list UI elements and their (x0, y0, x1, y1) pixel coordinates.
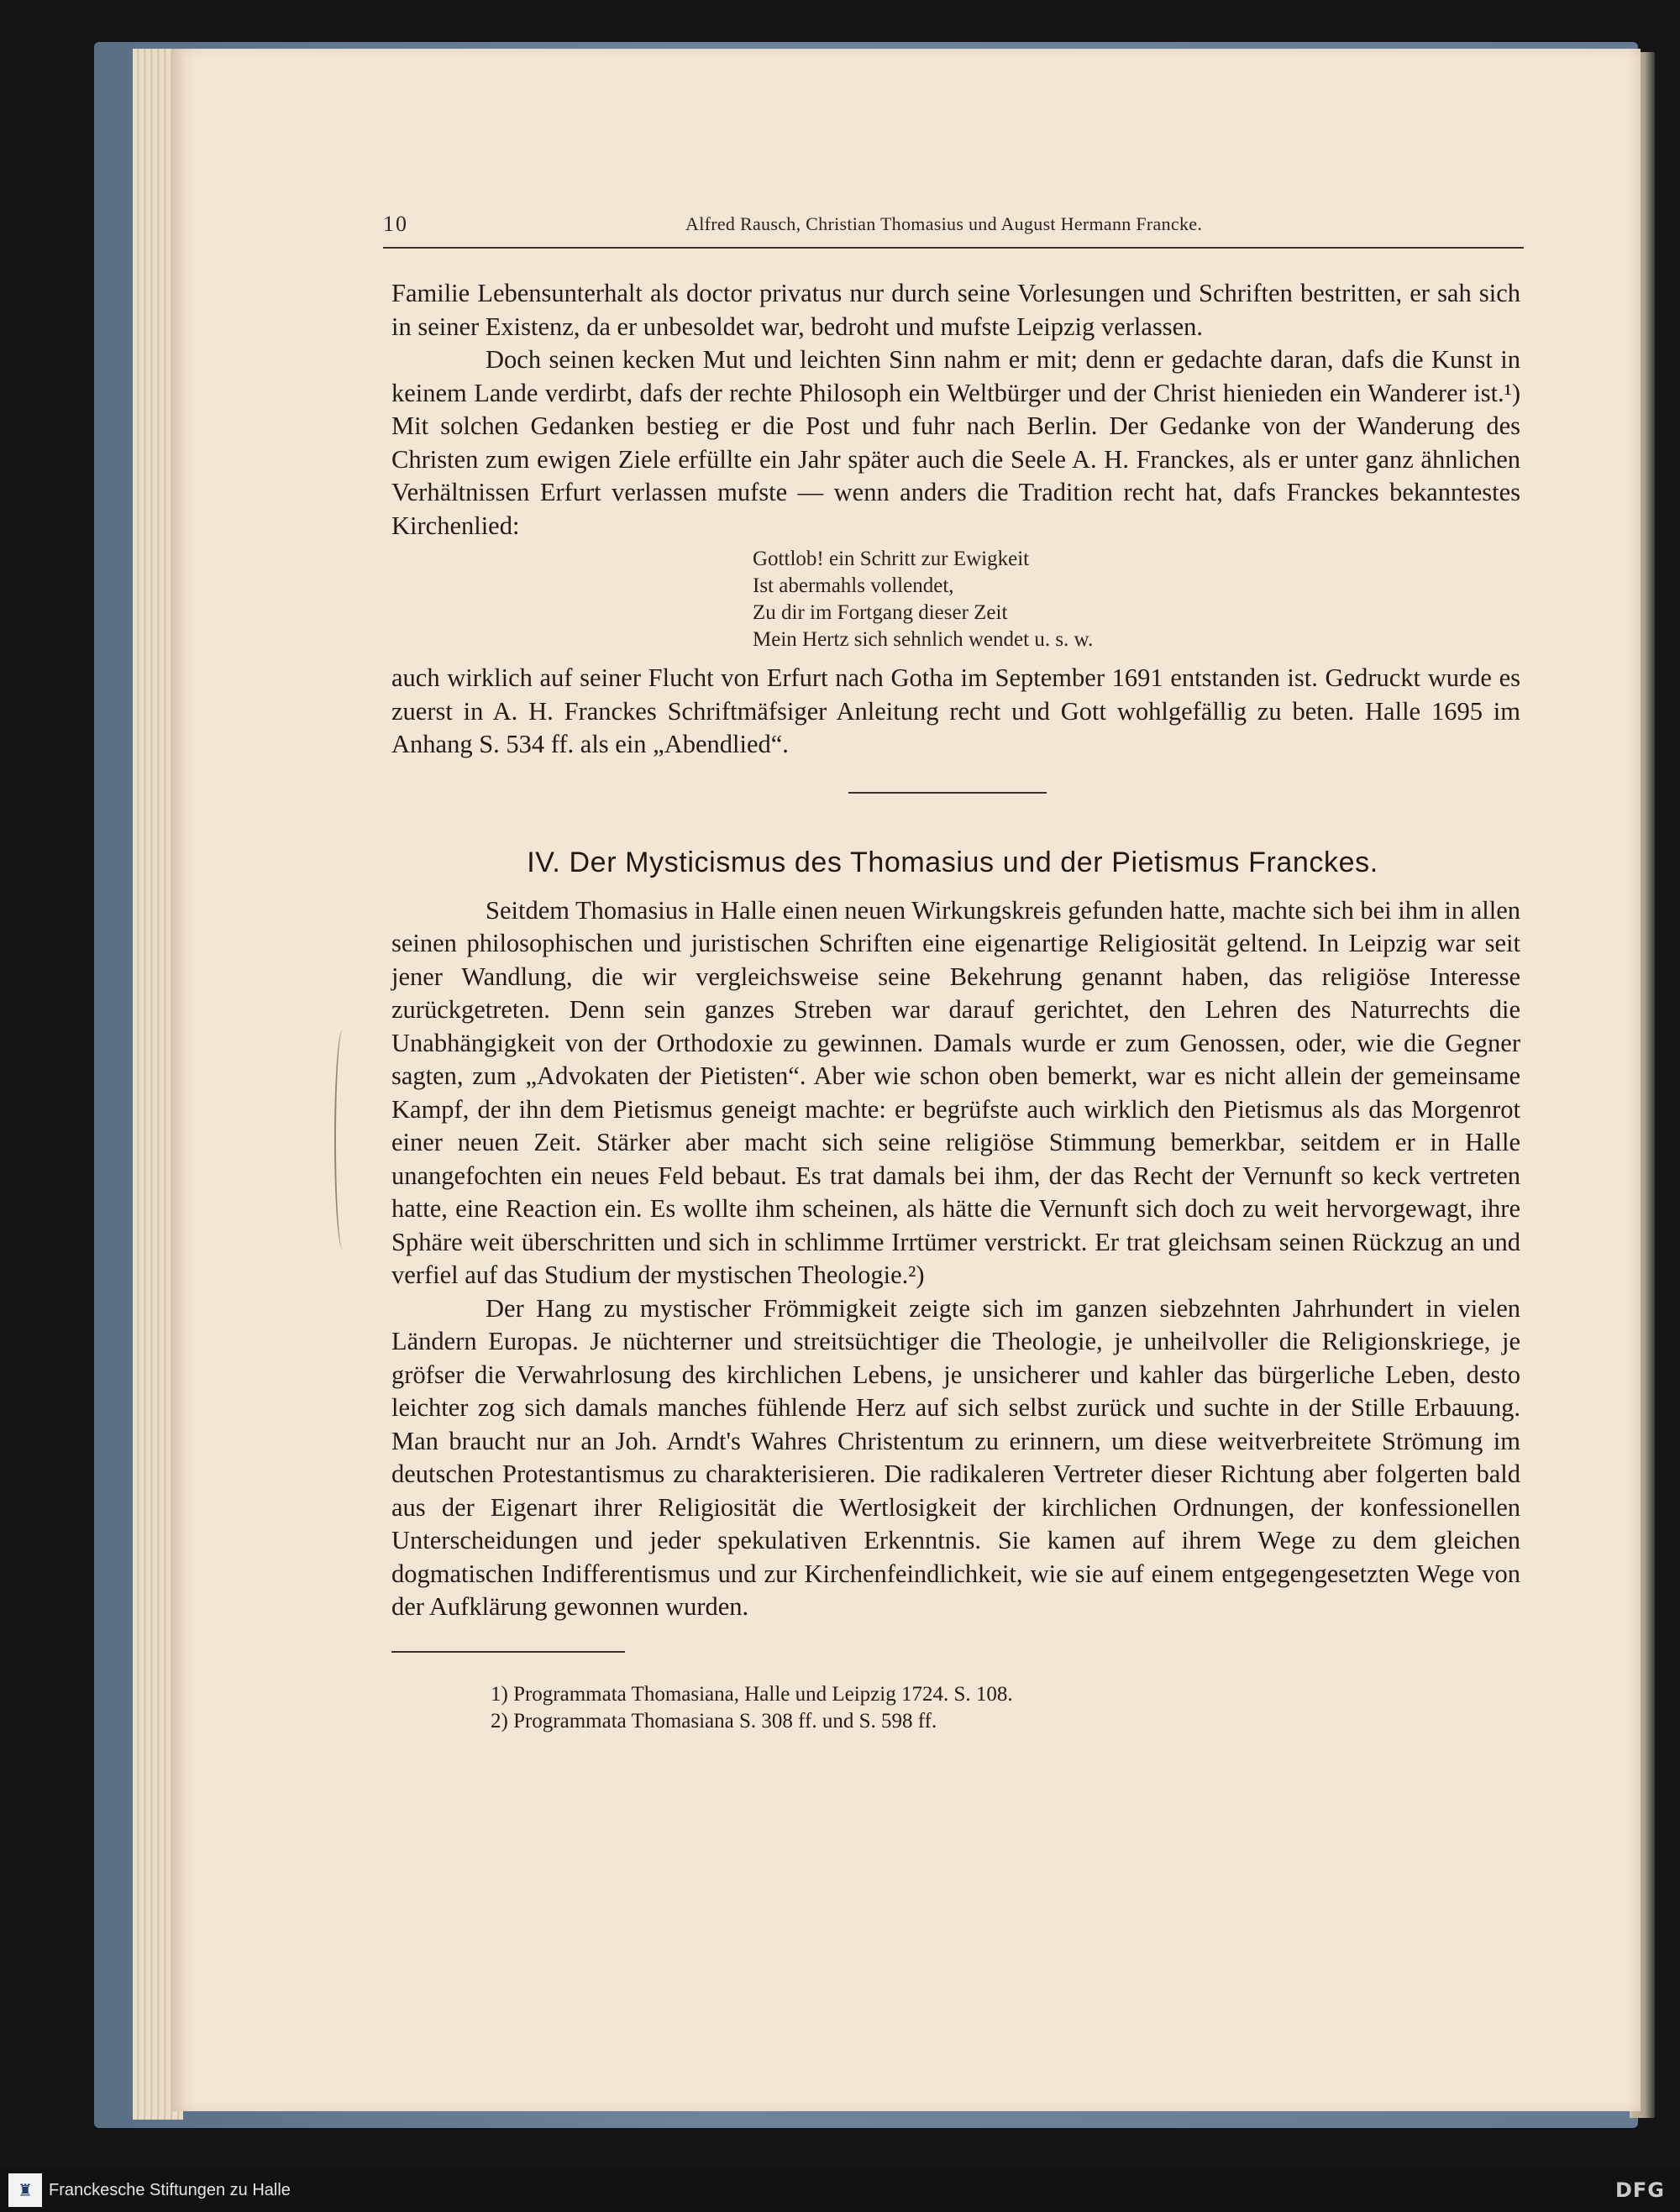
paragraph: auch wirklich auf seiner Flucht von Erfurt nach Gotha im September 1691 entstanden ist. Gedruckt wurde es zuerst in A. H. Franckes Schriftmäfsiger Anleitung recht und Gott wohlgefällig zu beten. Halle 1695 im Anhang S. 534 ff. als ein „Abendlied“. (391, 663, 1520, 758)
section-heading: IV. Der Mysticismus des Thomasius und der Pietismus Franckes. (527, 846, 1378, 878)
hymn-verse (753, 546, 1520, 653)
header-rule (383, 247, 1524, 249)
verse-line: Mein Hertz sich sehnlich wendet u. s. w. (753, 628, 1094, 651)
pencil-margin-mark (334, 1030, 351, 1250)
paragraph: Seitdem Thomasius in Halle einen neuen Wirkungskreis gefunden hatte, machte sich bei ihm in allen seinen philosophischen und juristischen Schriften eine eigenartige Religiosität geltend. In Leipzig war seit jener Wandlung, die wir vergleichsweise seine Bekehrung genannt haben, das religiöse Interesse zurückgetreten. Denn sein ganzes Streben war darauf gerichtet, den Lehren des Naturrechts die Unabhängigkeit von der Orthodoxie zu gewinnen. Damals wurde er zum Genossen, oder, wie die Gegner sagten, zum „Advokaten der Pietisten“. Aber wie schon oben bemerkt, war es nicht allein der gemeinsame Kampf, der ihn dem Pietismus geneigt machte: er begrüfste auch wirklich den Pietismus als das Morgenrot einer neuen Zeit. Stärker aber macht sich seine religiöse Stimmung bemerkbar, seitdem er in Halle unangefochten ein neues Feld bebaut. Es trat damals bei ihm, der das Recht der Vernunft so keck vertreten hatte, eine Reaction ein. Es wollte ihm scheinen, als hätte die Vernunft sich doch zu weit hervorgewagt, ihre Sphäre weit überschritten und sich in schlimme Irrtümer verstrickt. Er trat gleichsam seinen Rückzug an und verfiel auf das Studium der mystischen Theologie.²) (391, 895, 1520, 1289)
institution-logo-icon: ♜ (8, 2173, 42, 2207)
institution-name: Franckesche Stiftungen zu Halle (49, 2181, 291, 2199)
running-title: Alfred Rausch, Christian Thomasius und August Hermann Francke. (685, 213, 1203, 234)
verse-line: Gottlob! ein Schritt zur Ewigkeit (753, 548, 1030, 570)
paragraph: Der Hang zu mystischer Frömmigkeit zeigte sich im ganzen siebzehnten Jahrhundert in vielen Ländern Europas. Je nüchterner und streitsüchtiger die Theologie, je unheilvoller die Religionskriege, je gröfser die Verwahrlosung des kirchlichen Lebens, je unsicherer und kahler das bürgerliche Leben, desto leichter zog sich damals manches fühlende Herz auf sich selbst zurück und suchte in der Stille Erbauung. Man braucht nur an Joh. Arndt's Wahres Christentum zu erinnern, um diese weitverbreitete Strömung im deutschen Protestantismus zu charakterisieren. Die radikaleren Vertreter dieser Richtung aber folgerten bald aus der Eigenart ihrer Religiosität die Wertlosigkeit der kirchlichen Ordnungen, der konfessionellen Unterscheidungen und jeder spekulativen Erkenntnis. Sie kamen auf ihrem Wege zu dem gleichen dogmatischen Indifferentismus und zur Kirchenfeindlichkeit, wie sie auf einem entgegengesetzten Wege von der Aufklärung gewonnen wurden. (391, 1293, 1520, 1621)
footnote: 2) Programmata Thomasiana S. 308 ff. und S. 598 ff. (491, 1709, 937, 1732)
verse-line: Zu dir im Fortgang dieser Zeit (753, 601, 1008, 624)
running-header (383, 212, 1524, 245)
section-separator (848, 792, 1047, 794)
verse-line: Ist abermahls vollendet, (753, 574, 954, 597)
footnote: 1) Programmata Thomasiana, Halle und Leipzig 1724. S. 108. (491, 1682, 1013, 1706)
paragraph: Familie Lebensunterhalt als doctor privatus nur durch seine Vorlesungen und Schriften bestritten, er sah sich in seiner Existenz, da er unbesoldet war, bedroht und mufste Leipzig verlassen. (391, 279, 1520, 341)
paragraph: Doch seinen kecken Mut und leichten Sinn nahm er mit; denn er gedachte daran, dafs die Kunst in keinem Lande verdirbt, dafs der rechte Philosoph ein Weltbürger und der Christ hienieden ein Wanderer ist.¹) Mit solchen Gedanken bestieg er die Post und fuhr nach Berlin. Der Gedanke von der Wanderung des Christen zum ewigen Ziele erfüllte ein Jahr später auch die Seele A. H. Franckes, als er unter ganz ähnlichen Verhältnissen Erfurt verlassen mufste — wenn anders die Tradition recht hat, dafs Franckes bekanntestes Kirchenlied: (391, 345, 1520, 540)
page-number: 10 (383, 212, 408, 236)
footnote-rule (391, 1651, 625, 1653)
dfg-logo: DFG (1614, 2178, 1665, 2202)
page-body (391, 277, 1520, 1735)
